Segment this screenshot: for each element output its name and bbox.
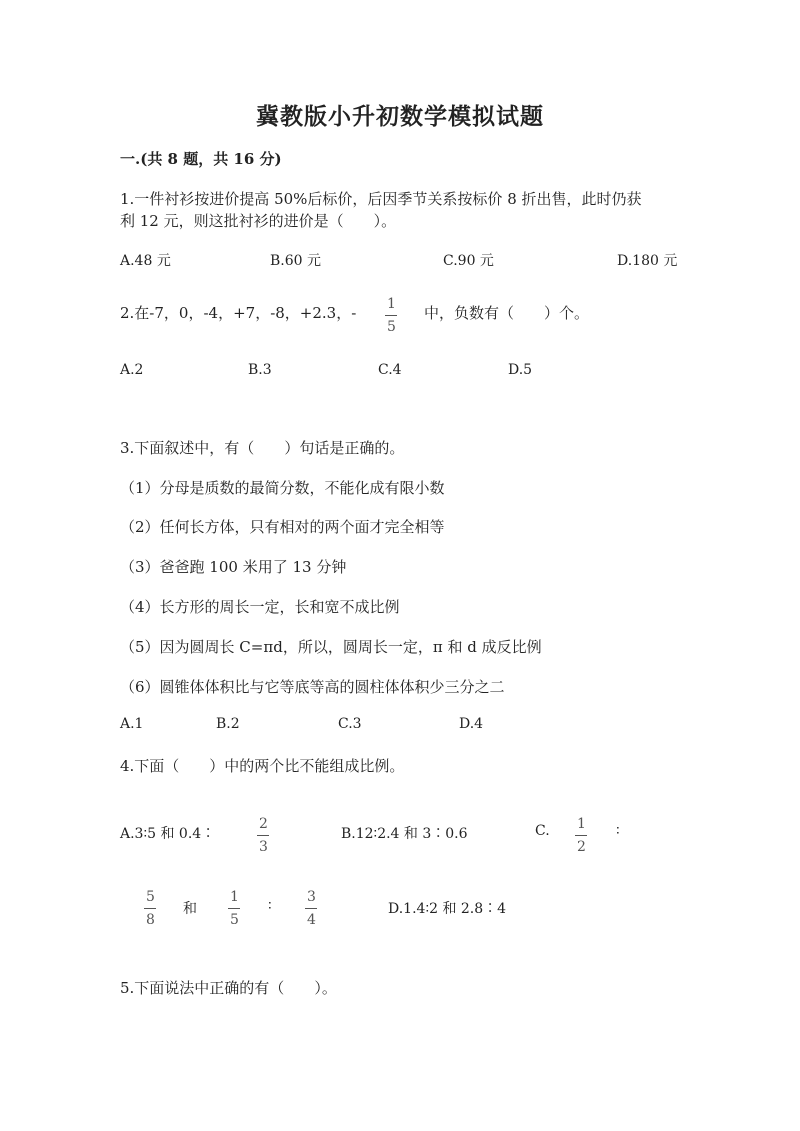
q2-fraction-numerator: 1: [387, 296, 396, 312]
fraction-denominator: 5: [230, 912, 239, 928]
fraction-denominator: 2: [577, 839, 586, 855]
fraction-denominator: 3: [259, 839, 268, 855]
q4-option-a-fraction: [256, 816, 271, 855]
q5-stem: 5.下面说法中正确的有（ ）。: [120, 979, 337, 997]
q4-ratio-colon: ∶: [616, 823, 620, 839]
q4-option-c-fraction-2: [143, 889, 158, 928]
q2-option-c: C.4: [378, 362, 402, 378]
fraction-denominator: 8: [146, 912, 155, 928]
q4-stem: 4.下面（ ）中的两个比不能组成比例。: [120, 757, 405, 775]
q4-option-c-label: C.: [535, 823, 550, 839]
fraction-numerator: 1: [230, 889, 239, 905]
page-title: 冀教版小升初数学模拟试题: [256, 103, 544, 130]
fraction-bar: [257, 835, 269, 836]
fraction-denominator: 4: [307, 912, 316, 928]
q2-option-b: B.3: [248, 362, 272, 378]
q4-option-b: B.12∶2.4 和 3∶0.6: [341, 826, 468, 842]
q4-and-text: 和: [183, 901, 197, 917]
fraction-numerator: 2: [259, 816, 268, 832]
q1-option-a: A.48 元: [120, 253, 171, 269]
q4-option-c-fraction-1: [574, 816, 589, 855]
q3-stem: 3.下面叙述中，有（ ）句话是正确的。: [120, 439, 405, 457]
q3-option-b: B.2: [216, 716, 240, 732]
q3-item-5: （5）因为圆周长 C=πd，所以，圆周长一定，π 和 d 成反比例: [120, 638, 542, 656]
q2-fraction: [384, 296, 399, 335]
fraction-bar: [575, 835, 587, 836]
q2-option-d: D.5: [508, 362, 533, 378]
fraction-numerator: 1: [577, 816, 586, 832]
fraction-bar: [228, 908, 240, 909]
q2-fraction-denominator: 5: [387, 319, 396, 335]
section-heading: 一.(共 8 题，共 16 分): [120, 150, 282, 168]
q4-ratio-colon-2: ∶: [268, 898, 272, 914]
q2-text-before: 2.在-7，0，-4，+7，-8，+2.3，-: [120, 304, 357, 322]
q1-option-b: B.60 元: [270, 253, 322, 269]
q1-line2: 利 12 元，则这批衬衫的进价是（ ）。: [120, 212, 397, 230]
q4-option-c-fraction-3: [227, 889, 242, 928]
q1-option-d: D.180 元: [617, 253, 678, 269]
q3-option-d: D.4: [459, 716, 484, 732]
q4-option-a-text: A.3∶5 和 0.4∶: [120, 826, 216, 842]
fraction-bar: [305, 908, 317, 909]
q3-option-c: C.3: [338, 716, 362, 732]
q4-option-c-fraction-4: [304, 889, 319, 928]
q1-line1: 1.一件衬衫按进价提高 50%后标价，后因季节关系按标价 8 折出售，此时仍获: [120, 190, 642, 208]
fraction-numerator: 5: [146, 889, 155, 905]
fraction-numerator: 3: [307, 889, 316, 905]
q3-item-3: （3）爸爸跑 100 米用了 13 分钟: [120, 558, 347, 576]
fraction-bar: [385, 315, 397, 316]
fraction-bar: [144, 908, 156, 909]
q2-option-a: A.2: [120, 362, 144, 378]
q3-option-a: A.1: [120, 716, 144, 732]
q3-item-4: （4）长方形的周长一定，长和宽不成比例: [120, 598, 400, 616]
q1-option-c: C.90 元: [443, 253, 494, 269]
q3-item-1: （1）分母是质数的最简分数，不能化成有限小数: [120, 479, 445, 497]
q2-text-after: 中，负数有（ ）个。: [424, 304, 590, 322]
q4-option-d: D.1.4∶2 和 2.8∶4: [388, 901, 507, 917]
q3-item-6: （6）圆锥体体积比与它等底等高的圆柱体体积少三分之二: [120, 678, 505, 696]
q3-item-2: （2）任何长方体，只有相对的两个面才完全相等: [120, 518, 445, 536]
